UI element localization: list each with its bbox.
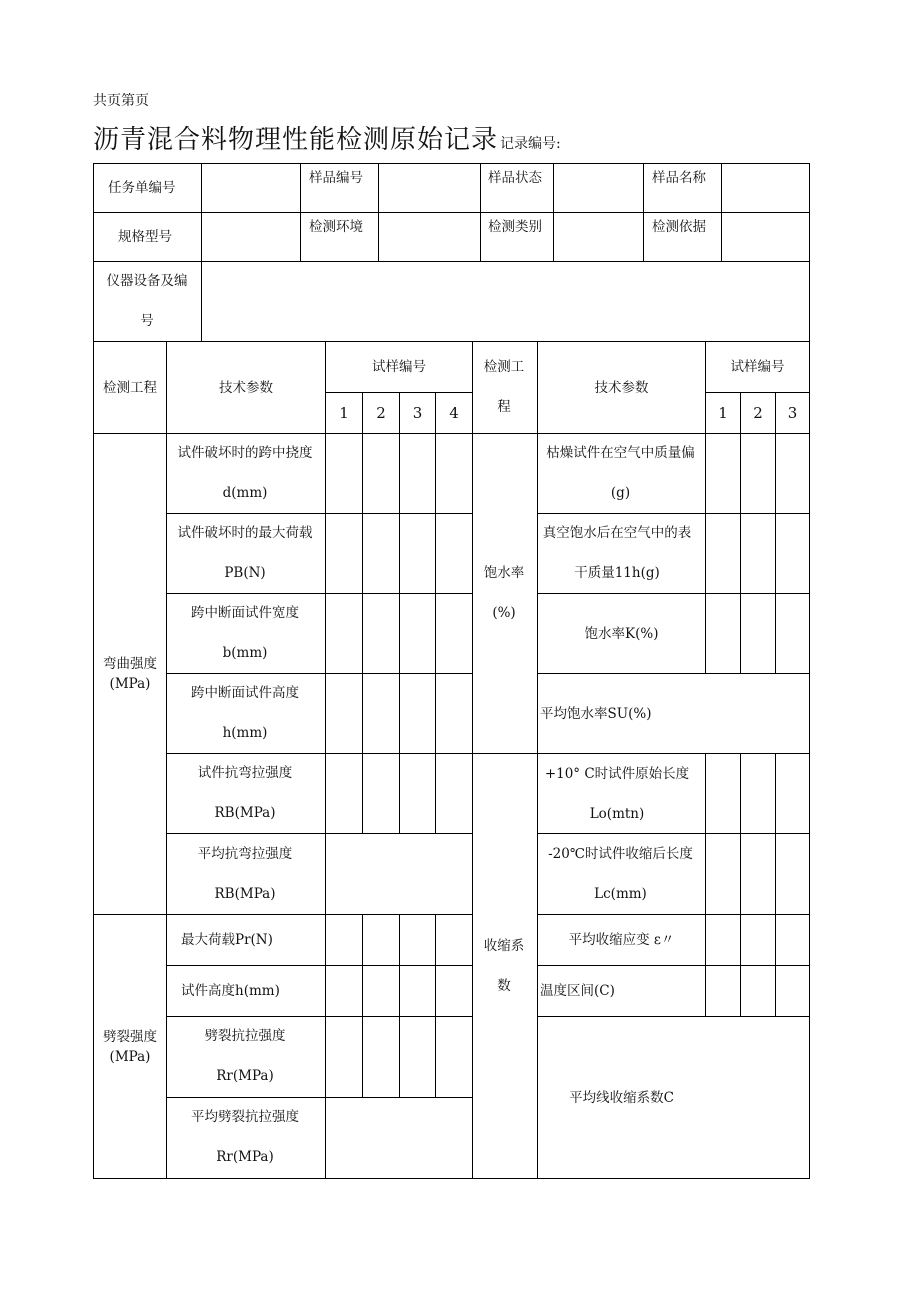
spec-model-label: 规格型号 [118,229,172,245]
left-param: 跨中断面试件高度h(mm) [191,685,299,741]
sample-name-label: 样品名称 [652,170,706,186]
left-param: 最大荷载Pr(N) [181,932,273,948]
left-param: 平均劈裂抗拉强度Rr(MPa) [191,1109,299,1165]
right-param: 枯燥试件在空气中质量偏(g) [546,445,695,501]
right-param: 平均饱水率SU(%) [540,706,652,722]
right-project-header: 检测工程 [483,359,525,415]
left-param: 试件破坏时的最大荷载PB(N) [177,525,313,581]
saturation-group: 饱水率(%) [483,565,525,621]
left-param: 试件破坏时的跨中挠度d(mm) [177,445,313,501]
shrinkage-group: 收缩系数 [483,938,525,994]
right-params-header: 技术参数 [594,379,649,396]
right-col-1: 1 [718,404,728,422]
record-number-label: 记录编号: [500,136,561,152]
left-project-header: 检测工程 [103,379,157,396]
test-basis-label: 检测依据 [652,219,706,235]
task-number-label: 任务单编号 [108,180,176,196]
left-params-header: 技术参数 [219,379,273,396]
left-col-2: 2 [376,404,386,422]
right-col-3: 3 [787,404,798,422]
right-col-2: 2 [753,404,763,422]
right-param: 真空饱水后在空气中的表干质量11h(g) [542,525,692,581]
document-title: 沥青混合料物理性能检测原始记录 [93,125,499,155]
right-param: 平均线收缩系数C [569,1089,674,1106]
sample-state-label: 样品状态 [488,170,542,186]
left-param: 试件高度h(mm) [181,983,280,999]
instrument-label: 仪器设备及编号 [106,273,188,329]
left-col-4: 4 [449,404,459,422]
left-param: 劈裂抗拉强度Rr(MPa) [204,1028,286,1084]
left-param: 试件抗弯拉强度RB(MPa) [197,765,293,821]
right-specimen-header: 试样编号 [730,359,785,375]
title-row [93,119,561,156]
left-specimen-header: 试样编号 [372,359,426,375]
left-param: 平均抗弯拉强度RB(MPa) [197,846,293,902]
left-col-3: 3 [412,404,423,422]
right-param: -20℃时试件收缩后长度Lc(mm) [548,846,693,902]
splitting-strength-group: 劈裂强度(MPa) [103,1028,157,1065]
bending-strength-group: 弯曲强度(MPa) [103,656,157,692]
right-param: +10° C时试件原始长度Lo(mtn) [544,766,690,822]
test-environment-label: 检测环境 [309,219,363,235]
test-category-label: 检测类别 [488,219,542,235]
sample-number-label: 样品编号 [309,170,363,186]
right-param: 温度区间(C) [540,983,615,999]
left-param: 跨中断面试件宽度b(mm) [191,605,299,661]
right-param: 平均收缩应变 ε〃 [568,932,675,948]
right-param: 饱水率K(%) [584,625,659,642]
page-count-label: 共页第页 [93,93,149,109]
left-col-1: 1 [339,404,349,422]
